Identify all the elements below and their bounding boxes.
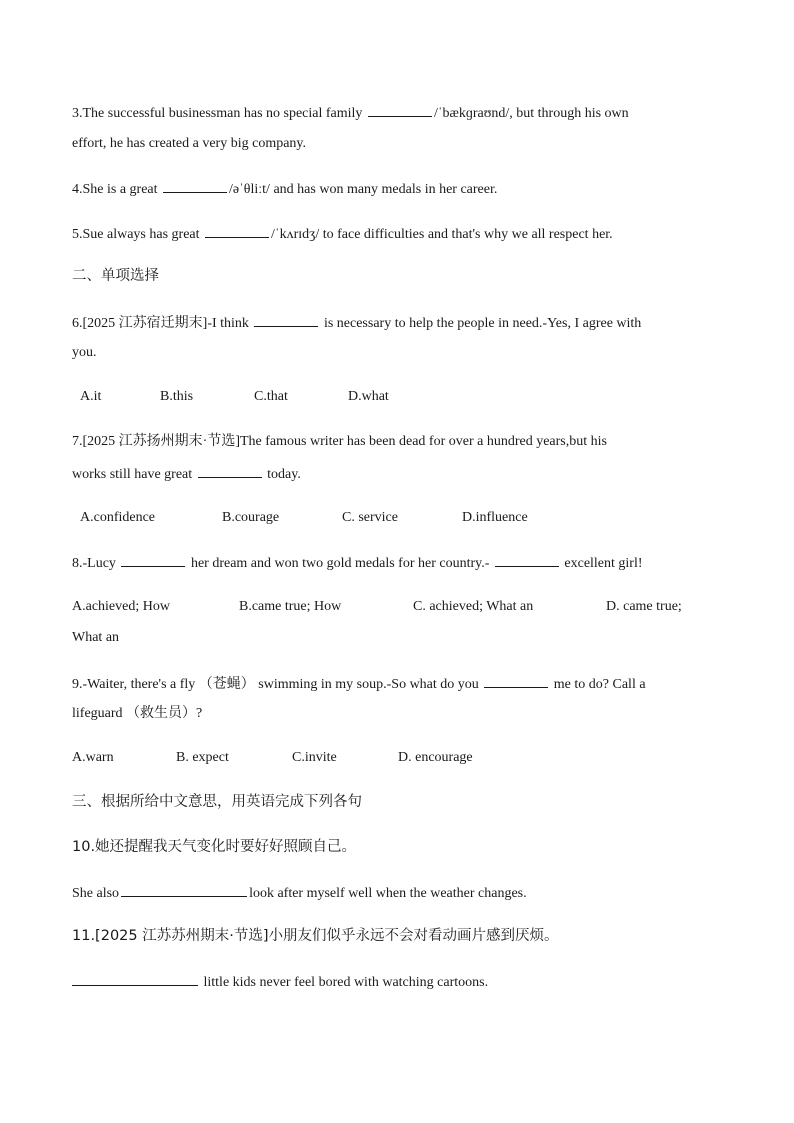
option-a[interactable]: A.it: [80, 389, 102, 404]
question-5-line: [72, 223, 613, 245]
question-7-text-a: 7.[2025 江苏扬州期末·节选]The famous writer has been dead for over a hundred years,but his: [72, 434, 607, 449]
answer-blank[interactable]: [484, 673, 548, 688]
question-8-text-b: her dream and won two gold medals for her country.-: [190, 556, 490, 571]
question-6-text-b: is necessary to help the people in need.-Yes, I agree with: [323, 316, 642, 331]
option-d[interactable]: D.influence: [462, 510, 528, 525]
section-2-heading: 二、单项选择: [72, 268, 159, 284]
option-c[interactable]: C. service: [342, 510, 398, 525]
question-9-text-c: lifeguard （救生员）?: [72, 706, 203, 721]
question-6-line-1: [72, 312, 641, 334]
question-10-text-b: look after myself well when the weather changes.: [249, 886, 527, 901]
question-11-answer-line: [72, 971, 488, 993]
answer-blank[interactable]: [121, 882, 247, 897]
question-6-line-2: [72, 343, 97, 363]
option-d[interactable]: D. came true;: [606, 599, 682, 614]
answer-blank[interactable]: [495, 552, 559, 567]
option-b[interactable]: B.came true; How: [239, 599, 342, 614]
question-6-text-c: you.: [72, 345, 97, 360]
option-d[interactable]: D. encourage: [398, 750, 473, 765]
question-5-text-b: /ˈkʌrɪdʒ/ to face difficulties and that's why we all respect her.: [271, 227, 613, 242]
question-6-text-a: 6.[2025 江苏宿迁期末]-I think: [72, 316, 249, 331]
question-4-text-b: /əˈθliːt/ and has won many medals in her career.: [229, 182, 498, 197]
question-3-line-1: [72, 102, 629, 124]
answer-blank[interactable]: [121, 552, 185, 567]
question-8-text-a: 8.-Lucy: [72, 556, 116, 571]
answer-blank[interactable]: [163, 178, 227, 193]
question-3-text-a: 3.The successful businessman has no special family: [72, 106, 363, 121]
option-a[interactable]: A.achieved; How: [72, 599, 170, 614]
answer-blank[interactable]: [198, 463, 262, 478]
option-b[interactable]: B. expect: [176, 750, 229, 765]
question-8-text-c: excellent girl!: [564, 556, 643, 571]
question-7-text-b: works still have great: [72, 467, 193, 482]
option-b[interactable]: B.courage: [222, 510, 280, 525]
question-9-line-2: [72, 704, 202, 724]
question-3-line-2: [72, 134, 306, 154]
question-10-text-a: She also: [72, 886, 120, 901]
question-7-text-c: today.: [267, 467, 301, 482]
question-11-text-b: little kids never feel bored with watching cartoons.: [203, 975, 489, 990]
option-c[interactable]: C. achieved; What an: [413, 599, 534, 614]
answer-blank[interactable]: [254, 312, 318, 327]
question-10-answer-line: [72, 882, 527, 904]
option-b[interactable]: B.this: [160, 389, 194, 404]
question-11-prompt: 11.[2025 江苏苏州期末·节选]小朋友们似乎永远不会对看动画片感到厌烦。: [72, 928, 559, 944]
question-8-option-d-continued[interactable]: What an: [72, 630, 120, 645]
answer-blank[interactable]: [205, 223, 269, 238]
option-c[interactable]: C.that: [254, 389, 288, 404]
question-5-text-a: 5.Sue always has great: [72, 227, 200, 242]
question-3-text-b: /ˈbækɡraʊnd/, but through his own: [433, 106, 629, 121]
question-8-line: [72, 552, 643, 574]
option-a[interactable]: A.warn: [72, 750, 114, 765]
option-a[interactable]: A.confidence: [80, 510, 156, 525]
option-d[interactable]: D.what: [348, 389, 389, 404]
option-c[interactable]: C.invite: [292, 750, 337, 765]
question-7-line-1: [72, 432, 607, 452]
question-7-line-2: [72, 463, 301, 485]
question-10-prompt: 10.她还提醒我天气变化时要好好照顾自己。: [72, 839, 357, 855]
question-9-text-a: 9.-Waiter, there's a fly （苍蝇） swimming in my soup.-So what do you: [72, 677, 479, 692]
question-4-text-a: 4.She is a great: [72, 182, 158, 197]
question-3-text-c: effort, he has created a very big company.: [72, 136, 307, 151]
section-3-heading: 三、根据所给中文意思，用英语完成下列各句: [72, 794, 362, 810]
question-9-text-b: me to do? Call a: [553, 677, 646, 692]
question-4-line: [72, 178, 497, 200]
answer-blank[interactable]: [72, 971, 198, 986]
question-9-line-1: [72, 673, 646, 695]
answer-blank[interactable]: [368, 102, 432, 117]
